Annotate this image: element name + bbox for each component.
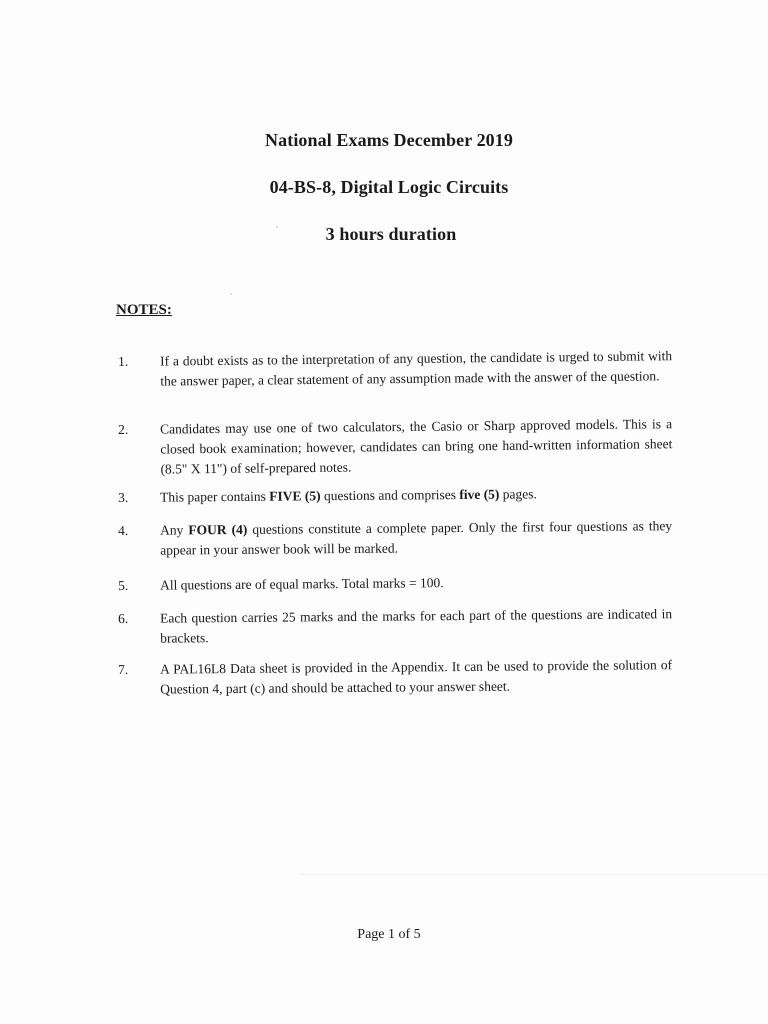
note-text-part: questions and comprises [320,487,460,504]
note-item [118,604,678,646]
note-text-part: Any [160,522,189,538]
note-number: 1. [118,353,129,369]
note-item [118,655,678,697]
scan-speck [230,293,232,295]
note-text-part: questions constitute a complete paper. Only the first four questions as they appear in your answer book will be marked. [160,518,673,558]
note-number: 2. [118,421,129,437]
course-title: 04-BS-8, Digital Logic Circuits [269,177,509,197]
note-text: All questions are of equal marks. Total marks = 100. [160,575,444,593]
note-number: 7. [118,661,129,677]
note-text: If a doubt exists as to the interpretation of any question, the candidate is urged to submit with the answer paper, a clear statement of any assumption made with the answer of the question. [160,348,673,389]
note-text: A PAL16L8 Data sheet is provided in the Appendix. It can be used to provide the solution of Question 4, part (c) and should be attached to your answer sheet. [160,657,673,697]
exam-title: National Exams December 2019 [265,130,513,150]
note-item [118,516,678,558]
page-number: Page 1 of 5 [357,927,421,942]
note-text-emphasis: FIVE (5) [269,488,321,504]
note-item [118,414,678,477]
note-item [118,483,678,505]
note-text-part: This paper contains [160,488,270,505]
note-item [118,346,678,389]
scan-speck [276,226,278,228]
scan-divider [300,874,768,875]
note-text-emphasis: five (5) [459,486,500,503]
notes-heading: NOTES: [116,302,172,318]
note-text: Candidates may use one of two calculators, the Casio or Sharp approved models. This is a closed book examination; however, candidates can bring one hand-written information sheet (8.5" X 11") of self-prepared notes. [160,416,673,477]
note-item [118,571,678,593]
note-number: 4. [118,522,129,538]
note-number: 3. [118,489,129,505]
note-number: 5. [118,577,129,593]
note-text-part: pages. [499,486,537,502]
note-text [160,516,672,560]
exam-duration: 3 hours duration [325,224,457,244]
note-number: 6. [118,610,129,626]
note-text [160,483,672,507]
note-text-emphasis: FOUR (4) [188,521,248,538]
note-text: Each question carries 25 marks and the marks for each part of the questions are indicated in brackets. [160,606,673,646]
